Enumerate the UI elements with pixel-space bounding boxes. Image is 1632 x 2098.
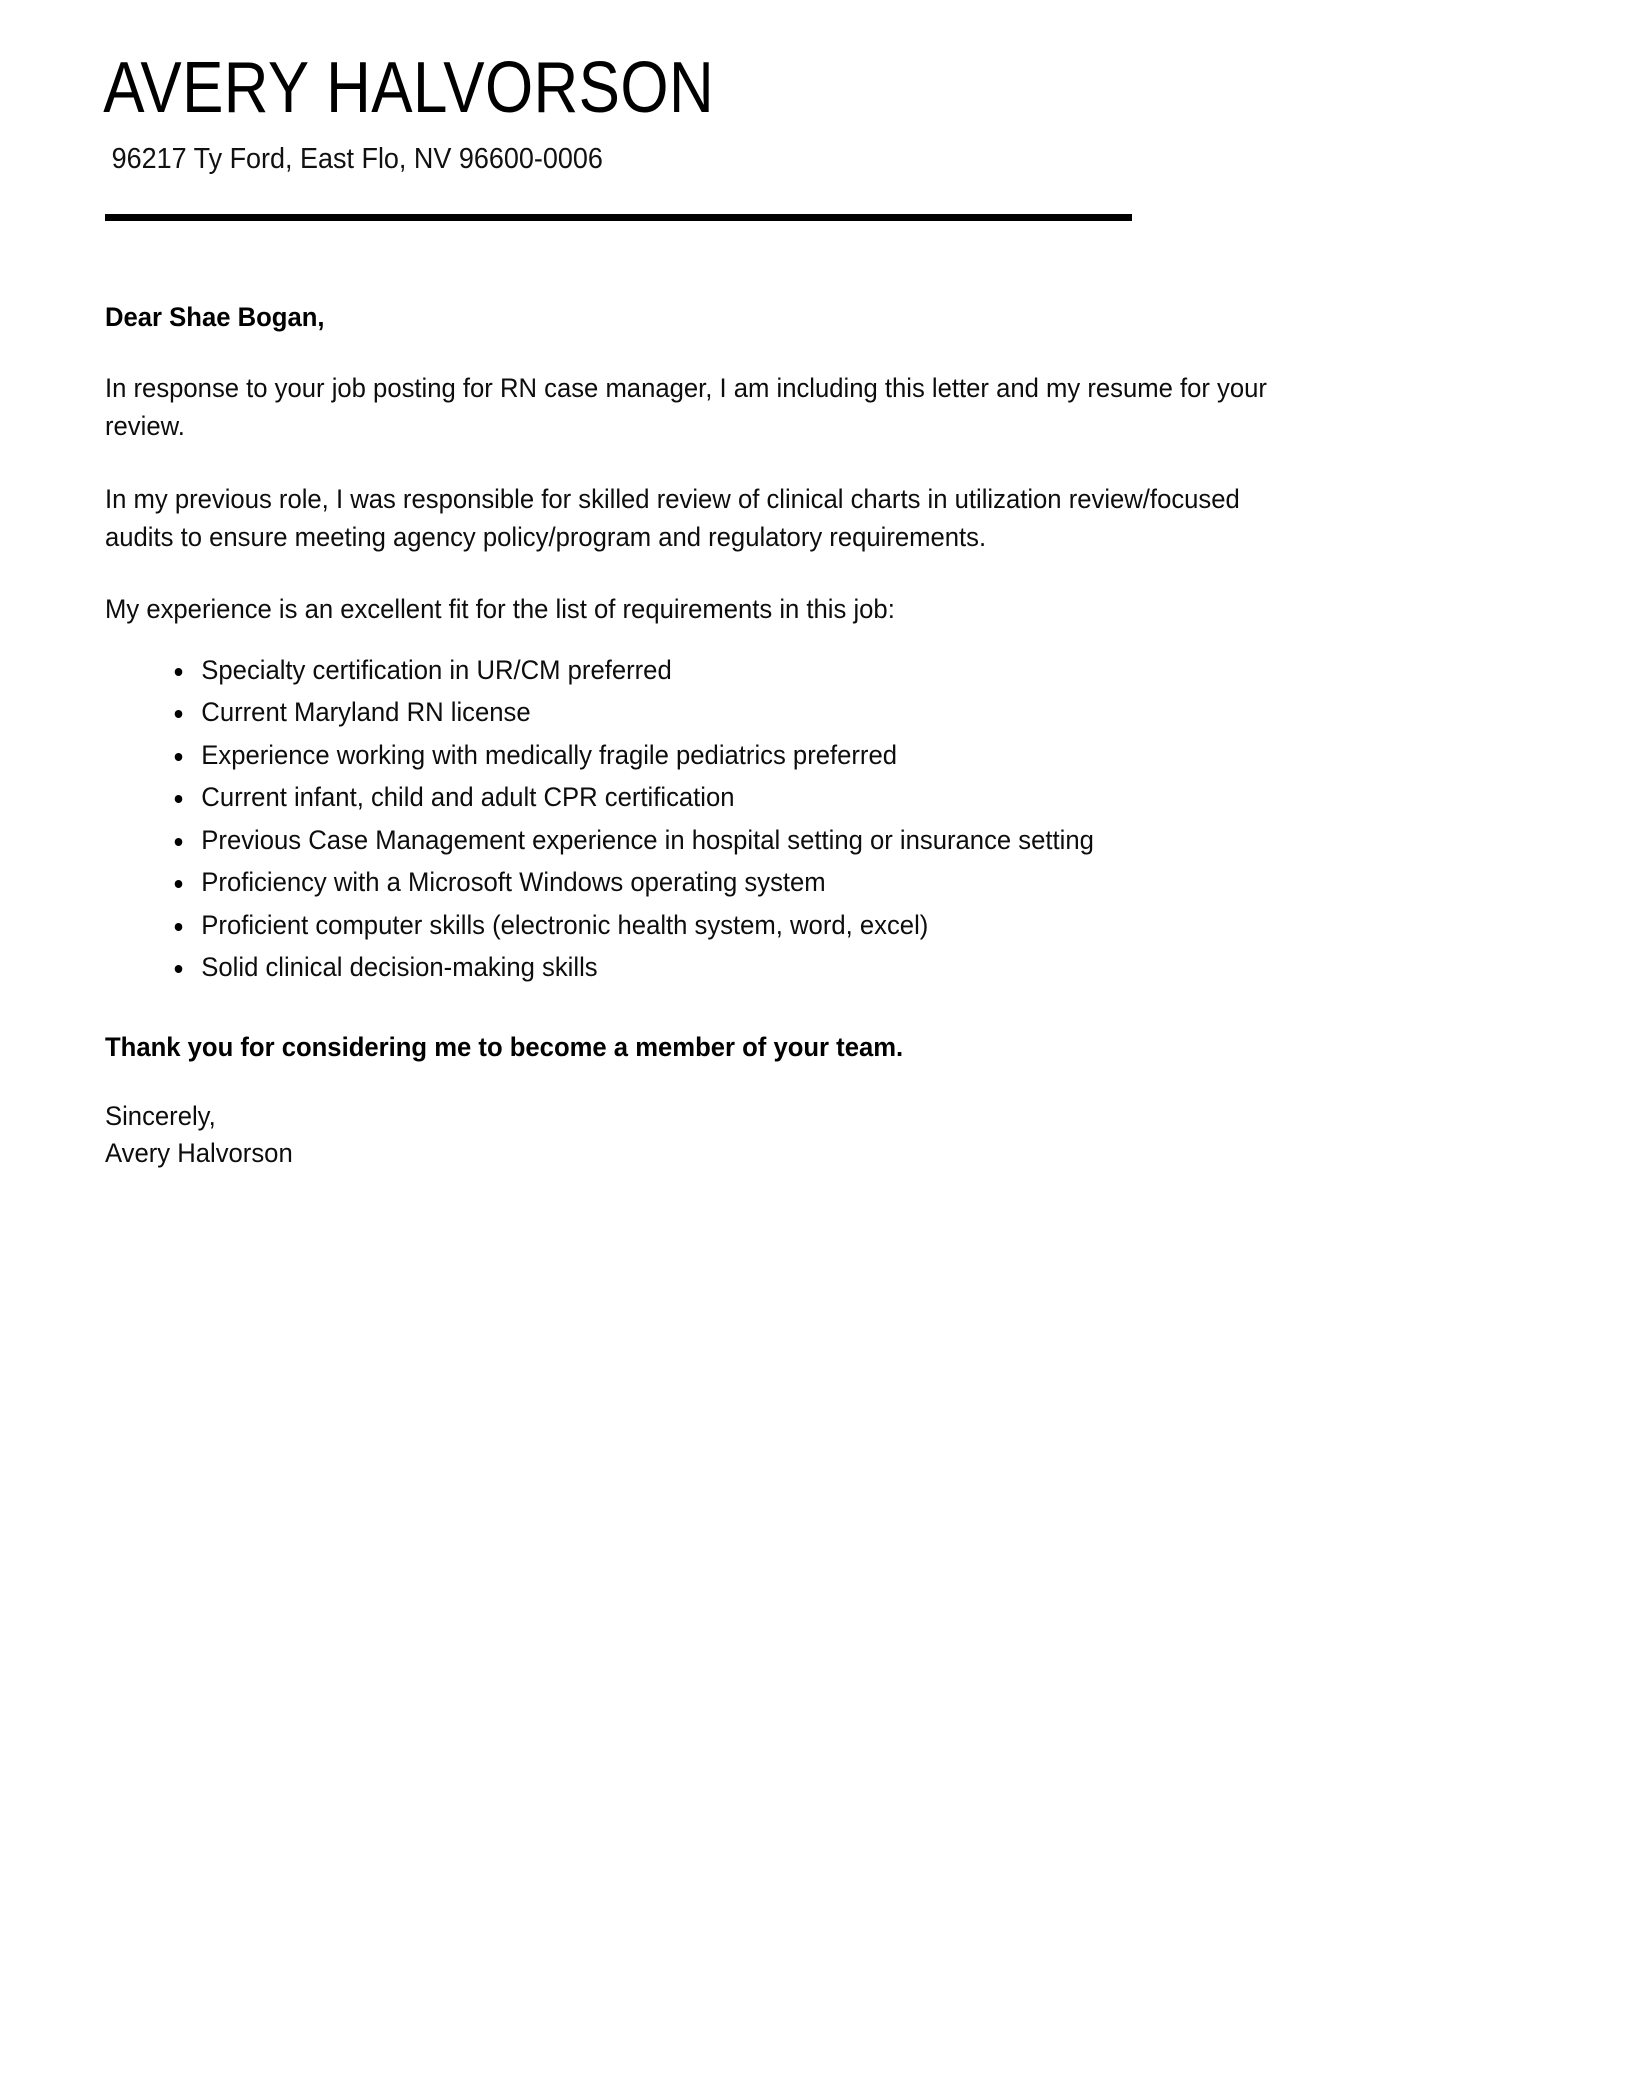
paragraph-intro: In response to your job posting for RN case manager, I am including this letter and my resume for your review. — [105, 373, 1267, 442]
paragraph-experience: In my previous role, I was responsible for skilled review of clinical charts in utilization review/focused audits to ensure meeting agency policy/program and regulatory requirements. — [105, 483, 1240, 553]
list-item: Solid clinical decision-making skills — [169, 952, 1281, 995]
signoff-line: Sincerely, — [105, 1101, 216, 1132]
requirements-list — [105, 629, 1340, 995]
salutation: Dear Shae Bogan, — [105, 301, 325, 332]
list-item: Previous Case Management experience in hospital setting or insurance setting — [169, 825, 1281, 868]
signature-block — [105, 1065, 1278, 1173]
paragraph-requirements-lead: My experience is an excellent fit for the list of requirements in this job: — [105, 594, 895, 625]
header-divider — [105, 214, 1132, 221]
list-item: Proficient computer skills (electronic health system, word, excel) — [169, 910, 1281, 953]
list-item: Proficiency with a Microsoft Windows operating system — [169, 867, 1281, 910]
applicant-address: 96217 Ty Ford, East Flo, NV 96600-0006 — [111, 143, 603, 176]
list-item: Current infant, child and adult CPR certification — [169, 782, 1281, 825]
list-item: Current Maryland RN license — [169, 697, 1281, 740]
list-item: Experience working with medically fragile pediatrics preferred — [169, 740, 1281, 783]
signature-name: Avery Halvorson — [105, 1138, 293, 1169]
applicant-name: AVERY HALVORSON — [103, 48, 715, 128]
list-item: Specialty certification in UR/CM preferred — [169, 655, 1281, 698]
closing-statement: Thank you for considering me to become a member of your team. — [105, 1031, 904, 1062]
letterhead — [0, 0, 1632, 221]
letter-body — [0, 221, 1340, 1173]
